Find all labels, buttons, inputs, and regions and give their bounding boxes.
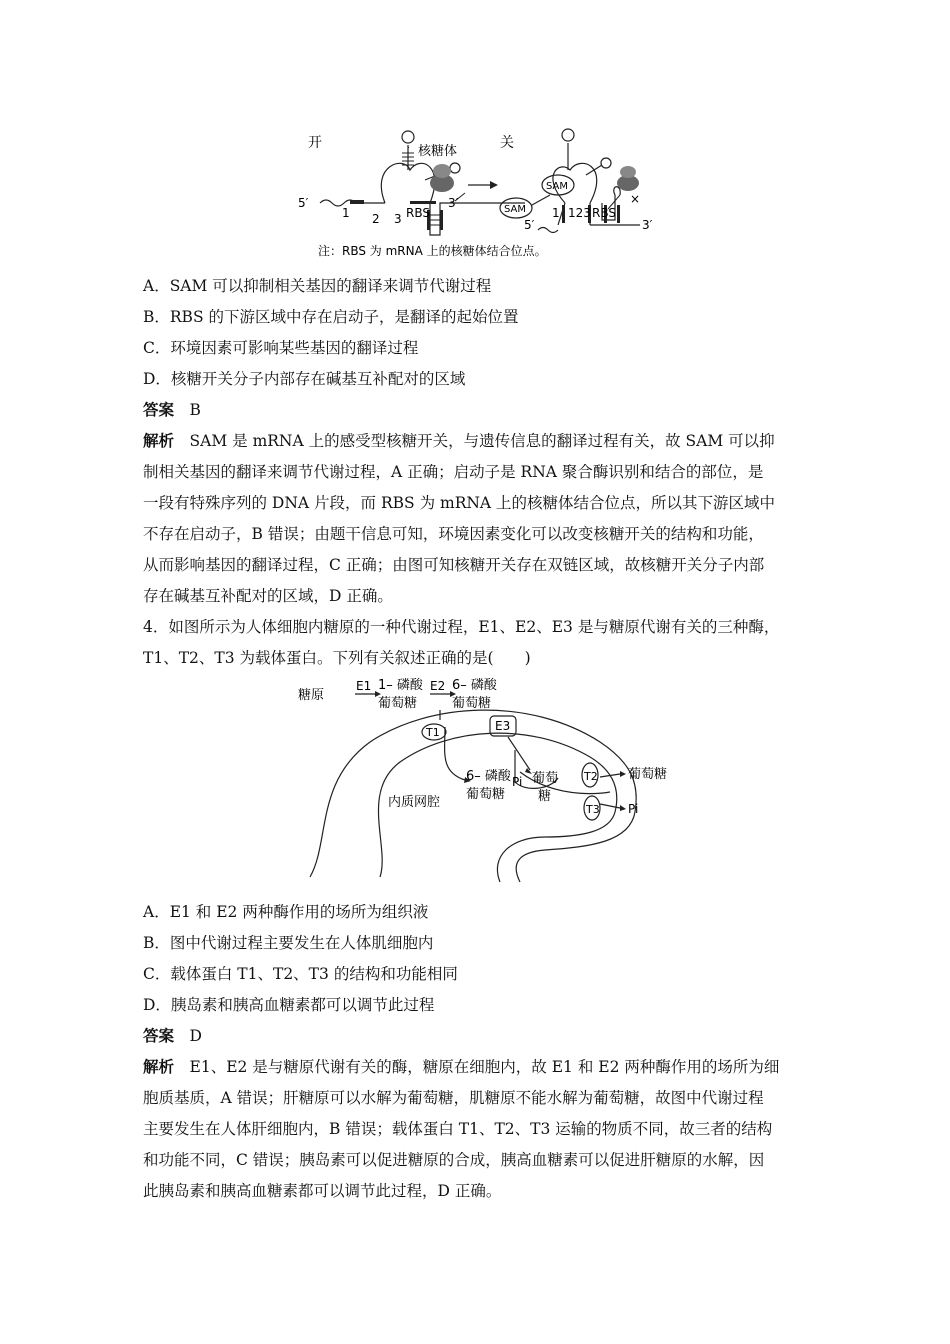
q4-analysis-line-1 xyxy=(143,1057,779,1077)
g6p-line-2: 葡萄糖 xyxy=(452,696,492,711)
num2-on: 2 xyxy=(372,212,380,226)
q4-answer-label: 答案 xyxy=(143,1026,175,1045)
g6p-lumen-line-2: 葡萄糖 xyxy=(466,787,506,802)
e3-label: E3 xyxy=(495,719,511,733)
q3-option-c: C．环境因素可影响某些基因的翻译过程 xyxy=(143,339,419,357)
er-lumen-label: 内质网腔 xyxy=(388,795,441,810)
q3-analysis-line-1 xyxy=(143,431,775,451)
num3-on: 3 xyxy=(394,212,402,226)
q4-option-a: A．E1 和 E2 两种酶作用的场所为组织液 xyxy=(143,903,429,921)
q4-option-d: D．胰岛素和胰高血糖素都可以调节此过程 xyxy=(143,996,435,1014)
pi-lumen: Pi xyxy=(512,775,523,789)
t2-label: T2 xyxy=(584,770,598,783)
q4-analysis-line-4: 和功能不同，C 错误；胰岛素可以促进糖原的合成，胰高血糖素可以促进肝糖原的水解，因 xyxy=(143,1151,765,1169)
q3-analysis-line-4: 不存在启动子，B 错误；由题干信息可知，环境因素变化可以改变核糖开关的结构和功能， xyxy=(143,525,764,543)
five-prime-off: 5′ xyxy=(524,218,535,232)
q4-analysis-line-3: 主要发生在人体肝细胞内，B 错误；载体蛋白 T1、T2、T3 运输的物质不同，故三者的结构 xyxy=(143,1120,773,1138)
sam-inside: SAM xyxy=(546,181,569,192)
q3-answer xyxy=(143,400,201,420)
num1-on: 1 xyxy=(342,206,350,220)
q3-answer-label: 答案 xyxy=(143,400,175,419)
glucose-lumen-line-2: 糖 xyxy=(538,789,552,804)
sam-outside: SAM xyxy=(504,204,527,215)
e1-label: E1 xyxy=(356,679,372,693)
q4-stem-line-2: T1、T2、T3 为载体蛋白。下列有关叙述正确的是( ) xyxy=(143,649,531,667)
q4-option-b: B．图中代谢过程主要发生在人体肌细胞内 xyxy=(143,934,434,952)
q3-analysis-line-5: 从而影响基因的翻译过程，C 正确；由图可知核糖开关存在双链区域，故核糖开关分子内部 xyxy=(143,556,765,574)
five-prime-on: 5′ xyxy=(298,196,309,210)
label-on: 开 xyxy=(308,135,322,151)
g6p-line-1: 6– 磷酸 xyxy=(452,678,497,693)
q4-stem-line-1: 4．如图所示为人体细胞内糖原的一种代谢过程，E1、E2、E3 是与糖原代谢有关的三种酶， xyxy=(143,618,780,636)
t1-label: T1 xyxy=(426,726,440,739)
three-prime-off: 3′ xyxy=(642,218,653,232)
svg-text:×: × xyxy=(630,192,641,206)
t3-label: T3 xyxy=(586,803,600,816)
three-prime-on: 3′ xyxy=(448,196,459,210)
q4-answer xyxy=(143,1026,202,1046)
rbs-on: RBS xyxy=(406,206,430,220)
q4-option-c: C．载体蛋白 T1、T2、T3 的结构和功能相同 xyxy=(143,965,458,983)
g6p-lumen-line-1: 6– 磷酸 xyxy=(466,769,511,784)
g1p-line-2: 葡萄糖 xyxy=(378,696,418,711)
q4-analysis-label: 解析 xyxy=(143,1057,175,1076)
q4-analysis-line-2: 胞质基质，A 错误；肝糖原可以水解为葡萄糖，肌糖原不能水解为葡萄糖，故图中代谢过程 xyxy=(143,1089,764,1107)
q4-analysis-line-5: 此胰岛素和胰高血糖素都可以调节此过程，D 正确。 xyxy=(143,1182,502,1200)
q3-analysis-line-6: 存在碱基互补配对的区域，D 正确。 xyxy=(143,587,393,605)
glucose-lumen-line-1: 葡萄 xyxy=(532,771,559,786)
q3-analysis-line-3: 一段有特殊序列的 DNA 片段，而 RBS 为 mRNA 上的核糖体结合位点，所以其下游区域中 xyxy=(143,494,776,512)
q4-analysis-text-1: E1、E2 是与糖原代谢有关的酶，糖原在细胞内，故 E1 和 E2 两种酶作用的场所为细 xyxy=(189,1058,780,1076)
glycogen-label: 糖原 xyxy=(298,688,325,703)
num1-off: 1 xyxy=(552,206,560,220)
q3-analysis-label: 解析 xyxy=(143,431,175,450)
glycogen-figure xyxy=(290,672,670,892)
q3-analysis-text-1: SAM 是 mRNA 上的感受型核糖开关，与遗传信息的翻译过程有关，故 SAM 可以抑 xyxy=(189,432,775,450)
e2-label: E2 xyxy=(430,679,446,693)
ribosome-label: 核糖体 xyxy=(418,144,458,159)
riboswitch-figure xyxy=(290,125,670,265)
nums123-off: 123 xyxy=(568,206,591,220)
g1p-line-1: 1– 磷酸 xyxy=(378,678,423,693)
q3-option-b: B．RBS 的下游区域中存在启动子，是翻译的起始位置 xyxy=(143,308,519,326)
figure1-note: 注：RBS 为 mRNA 上的核糖体结合位点。 xyxy=(318,244,547,258)
q3-analysis-line-2: 制相关基因的翻译来调节代谢过程，A 正确；启动子是 RNA 聚合酶识别和结合的部位，是 xyxy=(143,463,764,481)
q4-answer-value: D xyxy=(189,1027,202,1045)
pi-out-label: Pi xyxy=(628,802,639,816)
label-off: 关 xyxy=(500,135,514,151)
q3-option-a: A．SAM 可以抑制相关基因的翻译来调节代谢过程 xyxy=(143,277,492,295)
glucose-out-label: 葡萄糖 xyxy=(628,767,668,782)
q3-answer-value: B xyxy=(189,401,201,419)
rbs-off: RBS xyxy=(592,206,616,220)
q3-option-d: D．核糖开关分子内部存在碱基互补配对的区域 xyxy=(143,370,466,388)
